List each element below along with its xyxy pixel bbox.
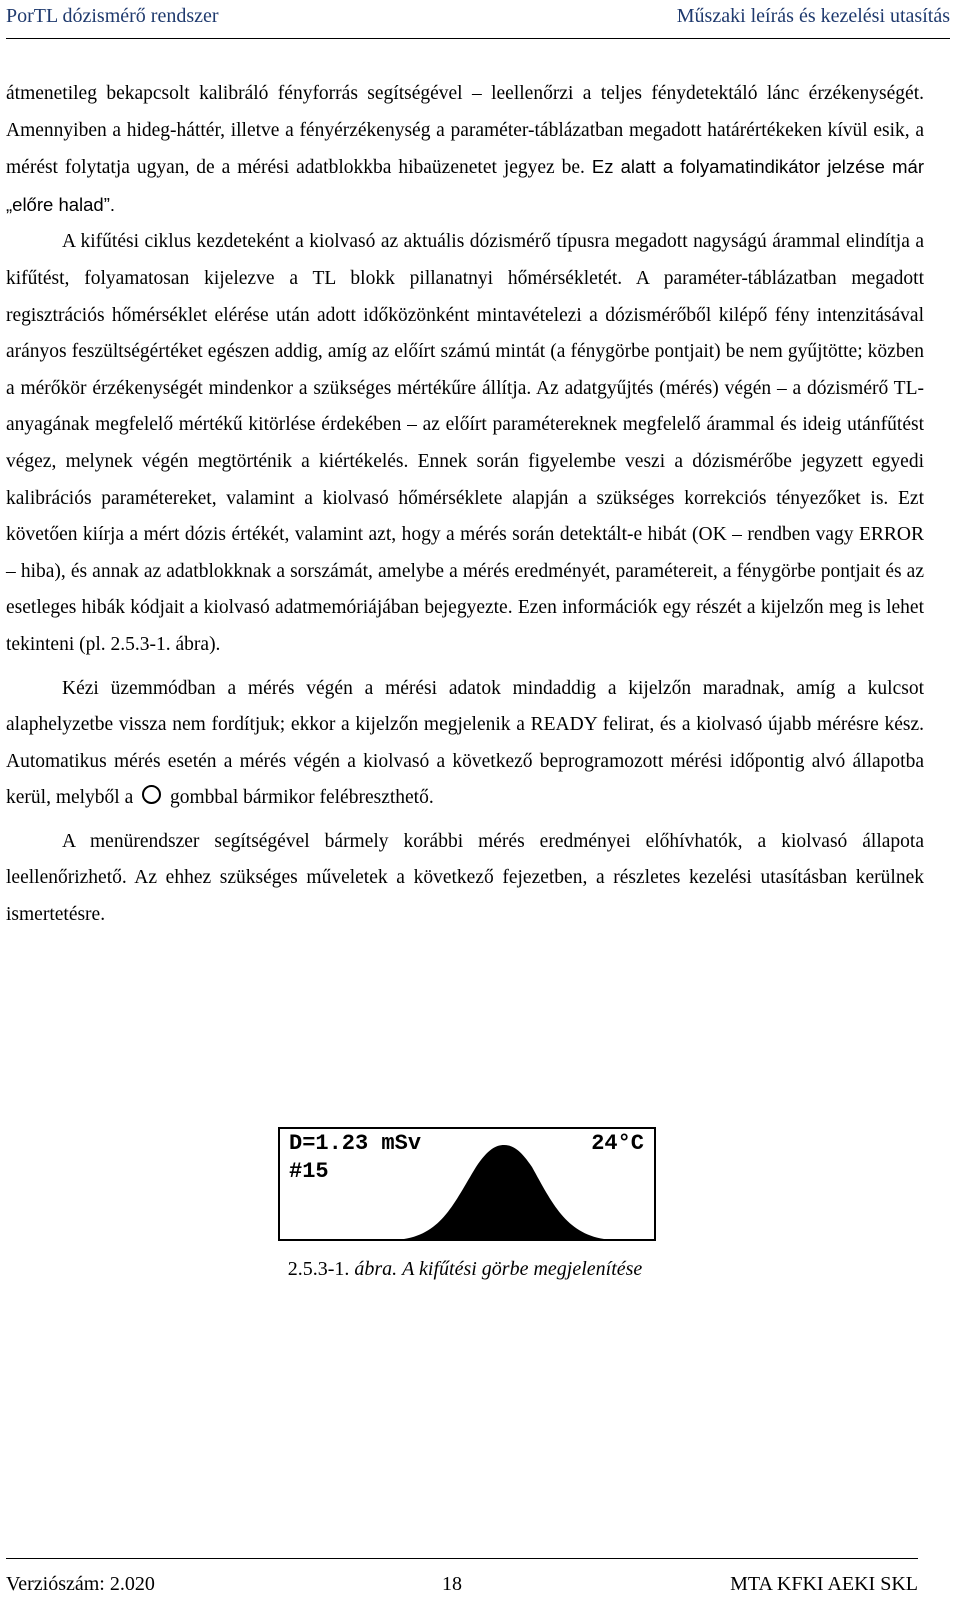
page-number: 18	[442, 1573, 462, 1595]
caption-number: 2.5.3-1.	[287, 1258, 350, 1280]
footer-organization: MTA KFKI AEKI SKL	[730, 1573, 918, 1595]
footer-version: Verziószám: 2.020	[6, 1573, 155, 1595]
paragraph-4: A menürendszer segítségével bármely korábbi mérés eredményei előhívhatók, a kiolvasó állapota leellenőrizhető. Az ehhez szükséges műveletek a következő fejezetben, a részletes kezelési utasításban kerülnek ismertetésre.	[6, 830, 924, 926]
header-subtitle: Műszaki leírás és kezelési utasítás	[676, 5, 950, 27]
paragraph-3-text-before: Kézi üzemmódban a mérés végén a mérési adatok mindaddig a kijelzőn maradnak, amíg a kulcsot alaphelyzetbe vissza nem fordítjuk; ekkor a kijelzőn megjelenik a READY felirat, és a kiolvasó újabb mérésre kész. Automatikus mérés esetén a mérés végén a kiolvasó a következő beprogramozott mérési időpontig alvó állapotba kerül, melyből a	[6, 677, 924, 809]
lcd-dose-readout: D=1.23 mSv	[289, 1131, 422, 1156]
paragraph-1-text: átmenetileg bekapcsolt kalibráló fényforrás segítségével – leellenőrzi a teljes fénydetektáló lánc érzékenységét. Amennyiben a hideg-háttér, illetve a fényérzékenység a paraméter-táblázatban megadott határértékeken kívül esik, a mérést folytatja ugyan, de a mérési adatblokkba hibaüzenetet jegyez be.	[6, 83, 924, 179]
document-body	[6, 76, 924, 934]
paragraph-3	[6, 671, 924, 817]
circle-button-icon	[142, 785, 161, 804]
paragraph-1	[6, 76, 924, 224]
lcd-temperature-readout: 24°C	[591, 1131, 644, 1156]
paragraph-2: A kifűtési ciklus kezdeteként a kiolvasó az aktuális dózismérő típusra megadott nagyságú árammal elindítja a kifűtést, folyamatosan kijelezve a TL blokk pillanatnyi hőmérsékletét. A paraméter-táblázatban megadott regisztrációs hőmérséklet elérése után adott időközönként mintavételezi a dózismérőből kilépő fény intenzitásával arányos feszültségértéket egészen addig, amíg az előírt számú mintát (a fénygörbe pontjait) be nem gyűjtötte; közben a mérőkör érzékenységét mindenkor a szükséges mértékűre állítja. Az adatgyűjtés (mérés) végén – a dózismérő TL-anyagának megfelelő mértékű kitörlése érdekében – az előírt paramétereknek megfelelő árammal és ideig utánfűtést végez, melynek végén megtörténik a kiértékelés. Ennek során figyelembe veszi a dózismérőbe jegyzett egyedi kalibrációs paramétereket, valamint a kiolvasó hőmérséklete alapján a szükséges korrekciós tényezőket is. Ezt követően kiírja a mért dózis értékét, valamint azt, hogy a mérés során detektált-e hibát (OK – rendben vagy ERROR – hiba), és annak az adatblokknak a sorszámát, amelybe a mérés eredményét, paramétereit, a fénygörbe pontjait és az esetleges hibák kódjait a kiolvasó adatmemóriájában bejegyezte. Ezen információk egy részét a kijelzőn meg is lehet tekinteni (pl. 2.5.3-1. ábra).	[6, 231, 924, 655]
page-header	[6, 0, 950, 39]
page-footer	[6, 1558, 918, 1620]
caption-title: A kifűtési görbe megjelenítése	[402, 1258, 643, 1280]
paragraph-3-text-after: gombbal bármikor felébreszthető.	[170, 787, 434, 809]
paragraph-1-note: Ez alatt a folyamatindikátor jelzése már „előre halad”.	[6, 156, 924, 215]
header-title: PorTL dózismérő rendszer	[6, 5, 219, 27]
lcd-block-number: #15	[289, 1159, 329, 1184]
lcd-display-figure	[278, 1127, 656, 1241]
figure-caption	[0, 1258, 930, 1281]
caption-label: ábra.	[354, 1258, 398, 1280]
